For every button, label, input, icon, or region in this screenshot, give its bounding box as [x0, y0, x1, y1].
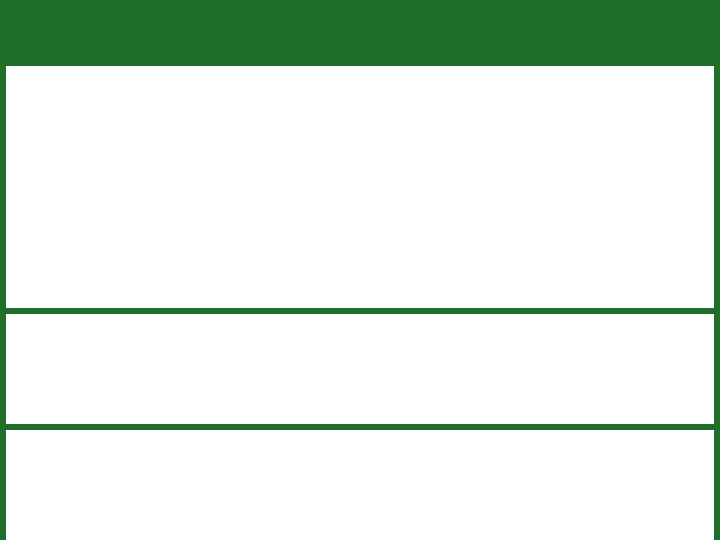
competency-matrix: [6, 66, 714, 540]
section-divider: [6, 308, 714, 314]
section-divider: [6, 424, 714, 430]
